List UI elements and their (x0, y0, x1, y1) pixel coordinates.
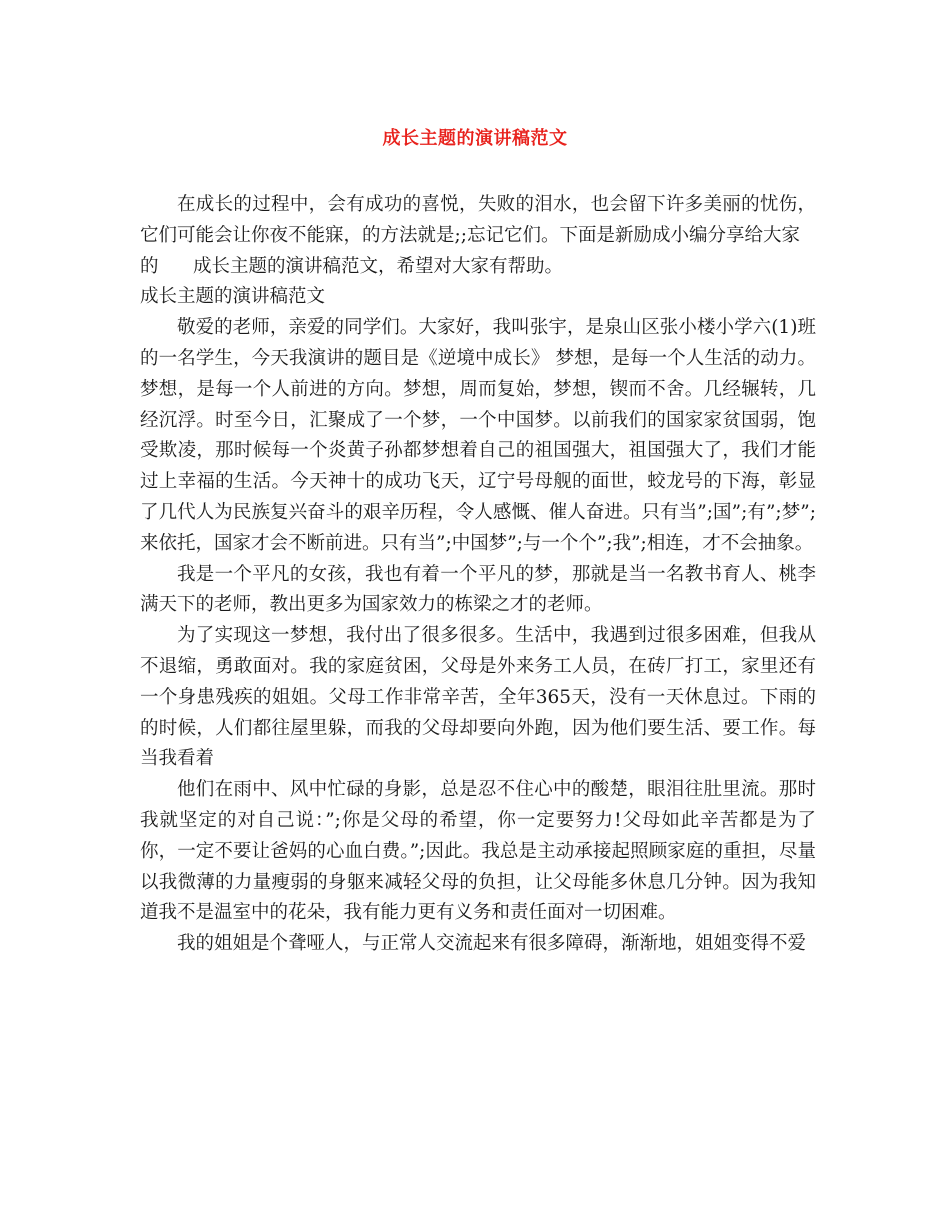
intro-tail-lead: 的 (140, 255, 159, 277)
document-title: 成长主题的演讲稿范文 (382, 128, 568, 149)
paragraph-4: 他们在雨中、风中忙碌的身影，总是忍不住心中的酸楚，眼泪往肚里流。那时我就坚定的对自己说：”;你是父母的希望，你一定要努力!父母如此辛苦都是为了你，一定不要让爸妈的心血白费。”;因此。我总是主动承接起照顾家庭的重担，尽量以我微薄的力量瘦弱的身躯来减轻父母的负担，让父母能多休息几分钟。因为我知道我不是温室中的花朵，我有能力更有义务和责任面对一切困难。 (140, 779, 816, 924)
paragraph-5: 我的姐姐是个聋哑人，与正常人交流起来有很多障碍，渐渐地，姐姐变得不爱 (177, 933, 807, 955)
intro-paragraph: 在成长的过程中，会有成功的喜悦，失败的泪水，也会留下许多美丽的忧伤，它们可能会让你夜不能寐，的方法就是;;忘记它们。下面是新励成小编分享给大家 (140, 194, 816, 246)
intro-tail-line (140, 252, 816, 283)
paragraph-1: 敬爱的老师，亲爱的同学们。大家好，我叫张宇，是泉山区张小楼小学六(1)班的一名学生，今天我演讲的题目是《逆境中成长》 梦想，是每一个人生活的动力。梦想，是每一个人前进的方向。梦想，周而复始，梦想，锲而不舍。几经辗转，几经沉浮。时至今日，汇聚成了一个梦，一个中国梦。以前我们的国家家贫国弱，饱受欺凌，那时候每一个炎黄子孙都梦想着自己的祖国强大，祖国强大了，我们才能过上幸福的生活。今天神十的成功飞天，辽宁号母舰的面世，蛟龙号的下海，彰显了几代人为民族复兴奋斗的艰辛历程，令人感慨、催人奋进。只有当”;国”;有”;梦”;来依托，国家才会不断前进。只有当”;中国梦”;与一个个”;我”;相连，才不会抽象。 (140, 317, 816, 554)
paragraph-2: 我是一个平凡的女孩，我也有着一个平凡的梦，那就是当一名教书育人、桃李满天下的老师，教出更多为国家效力的栋梁之才的老师。 (140, 563, 816, 616)
subheading: 成长主题的演讲稿范文 (140, 286, 326, 308)
intro-tail-text: 成长主题的演讲稿范文，希望对大家有帮助。 (193, 255, 564, 277)
paragraph-3: 为了实现这一梦想，我付出了很多很多。生活中，我遇到过很多困难，但我从不退缩，勇敢面对。我的家庭贫困，父母是外来务工人员，在砖厂打工，家里还有一个身患残疾的姐姐。父母工作非常辛苦，全年365天，没有一天休息过。下雨的的时候，人们都往屋里躲，而我的父母却要向外跑，因为他们要生活、要工作。每当我看着 (140, 625, 816, 770)
document-body (140, 190, 816, 960)
